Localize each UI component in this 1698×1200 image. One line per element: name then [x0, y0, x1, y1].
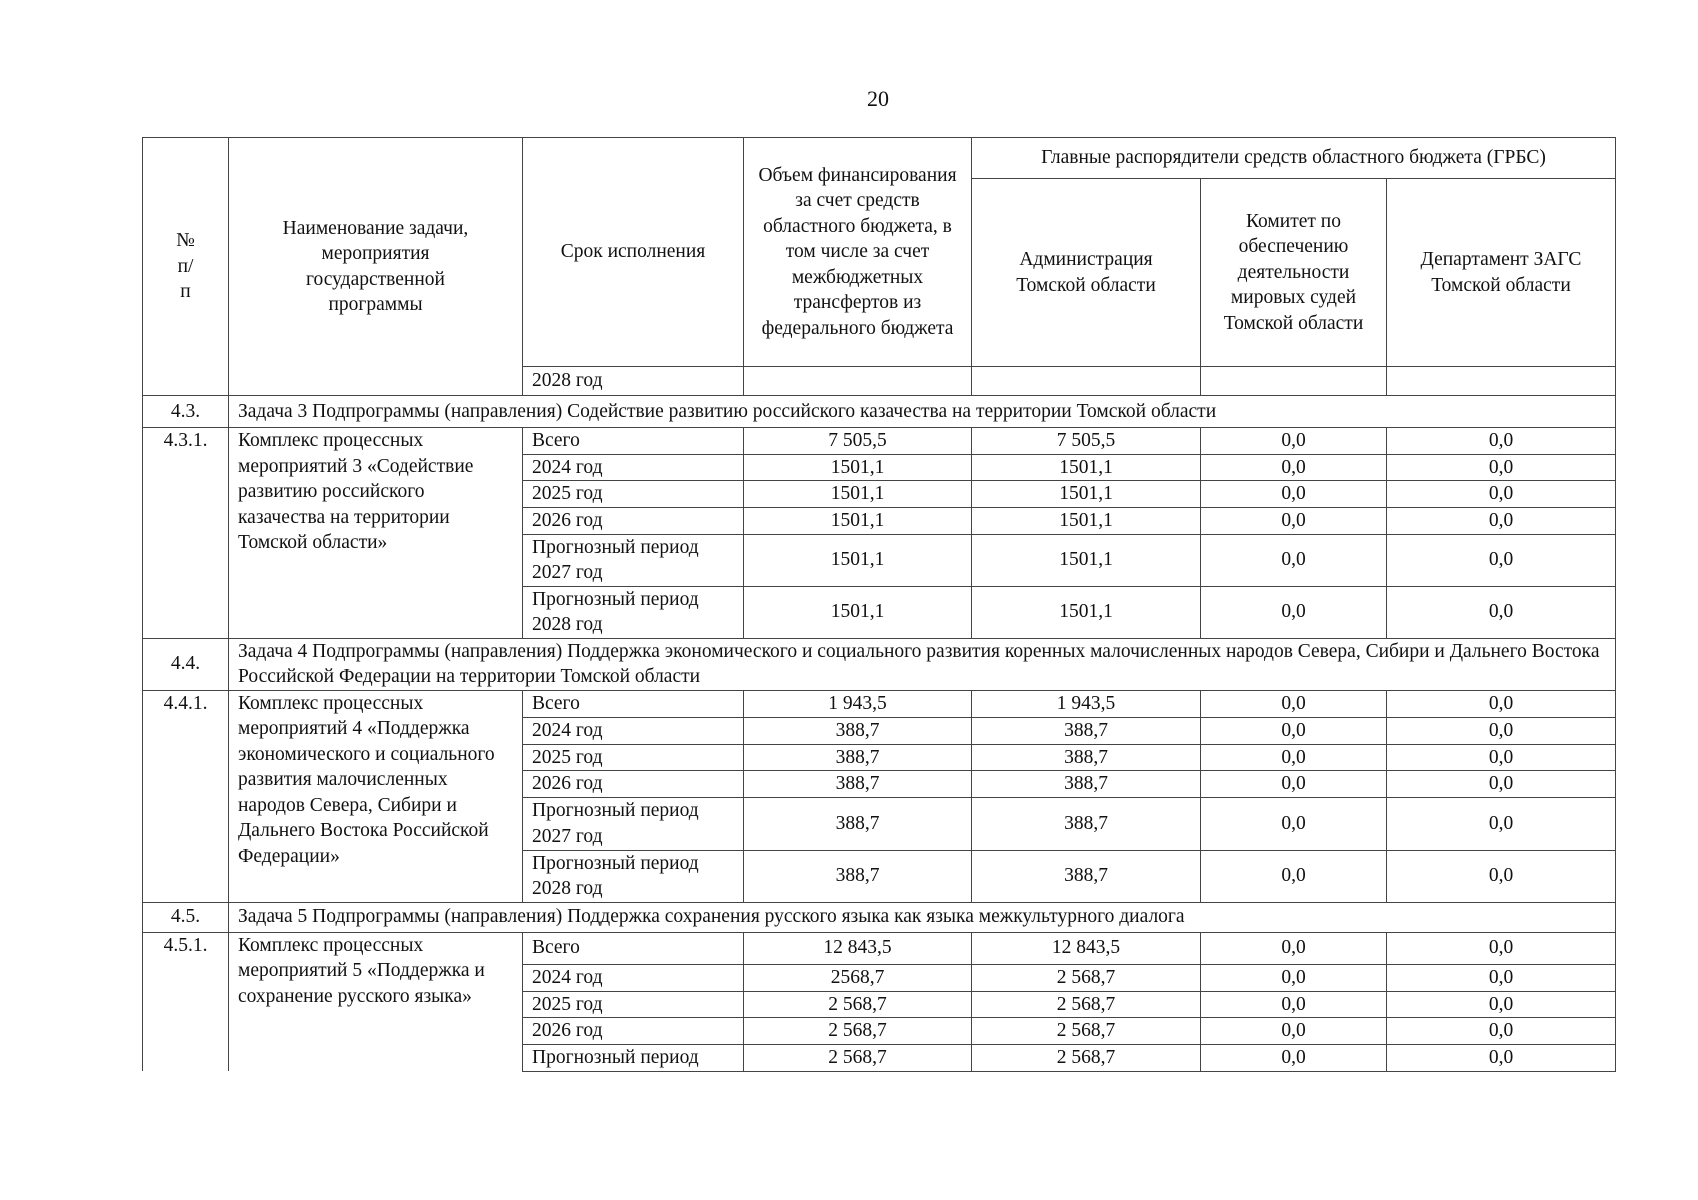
header-volume: Объем финансирования за счет средств областного бюджета, в том числе за счет межбюджетных трансфертов из федерального бюджета: [744, 138, 972, 367]
committee-cell: 0,0: [1201, 1045, 1387, 1072]
total-cell: 2 568,7: [744, 1045, 972, 1072]
total-cell: 12 843,5: [744, 932, 972, 964]
committee-cell: 0,0: [1201, 690, 1387, 717]
committee-cell: 0,0: [1201, 1018, 1387, 1045]
item-name: Комплекс процессных мероприятий 3 «Содействие развитию российского казачества на территории Томской области»: [229, 428, 523, 639]
table-row: [143, 690, 1616, 717]
admin-cell: 388,7: [972, 771, 1201, 798]
term-cell: 2025 год: [523, 744, 744, 771]
section-title: Задача 5 Подпрограммы (направления) Поддержка сохранения русского языка как языка межкультурного диалога: [229, 902, 1616, 932]
carry-empty: [1201, 367, 1387, 396]
header-committee: Комитет по обеспечению деятельности мировых судей Томской области: [1201, 179, 1387, 367]
item-num: 4.5.1.: [143, 932, 229, 1071]
committee-cell: 0,0: [1201, 964, 1387, 991]
admin-cell: 388,7: [972, 850, 1201, 902]
zags-cell: 0,0: [1387, 771, 1616, 798]
zags-cell: 0,0: [1387, 744, 1616, 771]
zags-cell: 0,0: [1387, 454, 1616, 481]
section-num: 4.3.: [143, 396, 229, 428]
admin-cell: 1501,1: [972, 454, 1201, 481]
total-cell: 388,7: [744, 850, 972, 902]
section-num: 4.4.: [143, 638, 229, 690]
committee-cell: 0,0: [1201, 586, 1387, 638]
item-name: Комплекс процессных мероприятий 4 «Поддержка экономического и социального развития малочисленных народов Севера, Сибири и Дальнего Востока Российской Федерации»: [229, 690, 523, 902]
header-name: Наименование задачи, мероприятия государственной программы: [229, 138, 523, 396]
header-admin: Администрация Томской области: [972, 179, 1201, 367]
total-cell: 388,7: [744, 717, 972, 744]
total-cell: 1501,1: [744, 586, 972, 638]
table-row: [143, 932, 1616, 964]
zags-cell: 0,0: [1387, 991, 1616, 1018]
admin-cell: 1501,1: [972, 534, 1201, 586]
page-number: 20: [867, 86, 889, 111]
total-cell: 1501,1: [744, 454, 972, 481]
admin-cell: 2 568,7: [972, 964, 1201, 991]
total-cell: 388,7: [744, 771, 972, 798]
admin-cell: 1 943,5: [972, 690, 1201, 717]
admin-cell: 388,7: [972, 797, 1201, 850]
admin-cell: 2 568,7: [972, 1045, 1201, 1072]
total-cell: 7 505,5: [744, 428, 972, 455]
admin-cell: 2 568,7: [972, 991, 1201, 1018]
committee-cell: 0,0: [1201, 797, 1387, 850]
total-cell: 2568,7: [744, 964, 972, 991]
section-title: Задача 3 Подпрограммы (направления) Содействие развитию российского казачества на территории Томской области: [229, 396, 1616, 428]
zags-cell: 0,0: [1387, 932, 1616, 964]
term-cell: 2026 год: [523, 771, 744, 798]
section-title: Задача 4 Подпрограммы (направления) Поддержка экономического и социального развития коренных малочисленных народов Севера, Сибири и Дальнего Востока Российской Федерации на территории Томской области: [229, 638, 1616, 690]
term-cell: 2025 год: [523, 991, 744, 1018]
term-cell: Прогнозный период 2027 год: [523, 797, 744, 850]
term-cell: 2025 год: [523, 481, 744, 508]
carry-empty: [744, 367, 972, 396]
admin-cell: 1501,1: [972, 586, 1201, 638]
section-row: [143, 902, 1616, 932]
committee-cell: 0,0: [1201, 744, 1387, 771]
section-num: 4.5.: [143, 902, 229, 932]
term-cell: Прогнозный период 2028 год: [523, 586, 744, 638]
term-cell: 2024 год: [523, 717, 744, 744]
zags-cell: 0,0: [1387, 508, 1616, 535]
zags-cell: 0,0: [1387, 690, 1616, 717]
admin-cell: 12 843,5: [972, 932, 1201, 964]
header-num: № п/п: [143, 138, 229, 396]
carry-term: 2028 год: [523, 367, 744, 396]
zags-cell: 0,0: [1387, 1018, 1616, 1045]
term-cell: Всего: [523, 690, 744, 717]
term-cell: Прогнозный период 2027 год: [523, 534, 744, 586]
admin-cell: 2 568,7: [972, 1018, 1201, 1045]
committee-cell: 0,0: [1201, 481, 1387, 508]
total-cell: 1501,1: [744, 481, 972, 508]
total-cell: 388,7: [744, 797, 972, 850]
term-cell: Всего: [523, 932, 744, 964]
total-cell: 388,7: [744, 744, 972, 771]
admin-cell: 388,7: [972, 717, 1201, 744]
committee-cell: 0,0: [1201, 534, 1387, 586]
term-cell: 2024 год: [523, 454, 744, 481]
zags-cell: 0,0: [1387, 850, 1616, 902]
header-term: Срок исполнения: [523, 138, 744, 367]
committee-cell: 0,0: [1201, 850, 1387, 902]
zags-cell: 0,0: [1387, 428, 1616, 455]
item-name: Комплекс процессных мероприятий 5 «Поддержка и сохранение русского языка»: [229, 932, 523, 1071]
admin-cell: 1501,1: [972, 508, 1201, 535]
header-grbs: Главные распорядители средств областного бюджета (ГРБС): [972, 138, 1616, 179]
carry-empty: [972, 367, 1201, 396]
committee-cell: 0,0: [1201, 454, 1387, 481]
total-cell: 2 568,7: [744, 991, 972, 1018]
committee-cell: 0,0: [1201, 508, 1387, 535]
admin-cell: 1501,1: [972, 481, 1201, 508]
admin-cell: 388,7: [972, 744, 1201, 771]
section-row: [143, 396, 1616, 428]
term-cell: 2026 год: [523, 508, 744, 535]
admin-cell: 7 505,5: [972, 428, 1201, 455]
zags-cell: 0,0: [1387, 964, 1616, 991]
zags-cell: 0,0: [1387, 586, 1616, 638]
committee-cell: 0,0: [1201, 717, 1387, 744]
item-num: 4.3.1.: [143, 428, 229, 639]
committee-cell: 0,0: [1201, 932, 1387, 964]
zags-cell: 0,0: [1387, 797, 1616, 850]
total-cell: 1501,1: [744, 534, 972, 586]
zags-cell: 0,0: [1387, 534, 1616, 586]
committee-cell: 0,0: [1201, 771, 1387, 798]
term-cell: 2024 год: [523, 964, 744, 991]
total-cell: 1501,1: [744, 508, 972, 535]
header-zags: Департамент ЗАГС Томской области: [1387, 179, 1616, 367]
term-cell: 2026 год: [523, 1018, 744, 1045]
item-num: 4.4.1.: [143, 690, 229, 902]
term-cell: Всего: [523, 428, 744, 455]
financing-table: [142, 137, 1616, 1072]
committee-cell: 0,0: [1201, 428, 1387, 455]
zags-cell: 0,0: [1387, 717, 1616, 744]
table-row: [143, 428, 1616, 455]
section-row: [143, 638, 1616, 690]
total-cell: 1 943,5: [744, 690, 972, 717]
zags-cell: 0,0: [1387, 481, 1616, 508]
term-cell: Прогнозный период: [523, 1045, 744, 1072]
term-cell: Прогнозный период 2028 год: [523, 850, 744, 902]
committee-cell: 0,0: [1201, 991, 1387, 1018]
total-cell: 2 568,7: [744, 1018, 972, 1045]
zags-cell: 0,0: [1387, 1045, 1616, 1072]
carry-empty: [1387, 367, 1616, 396]
